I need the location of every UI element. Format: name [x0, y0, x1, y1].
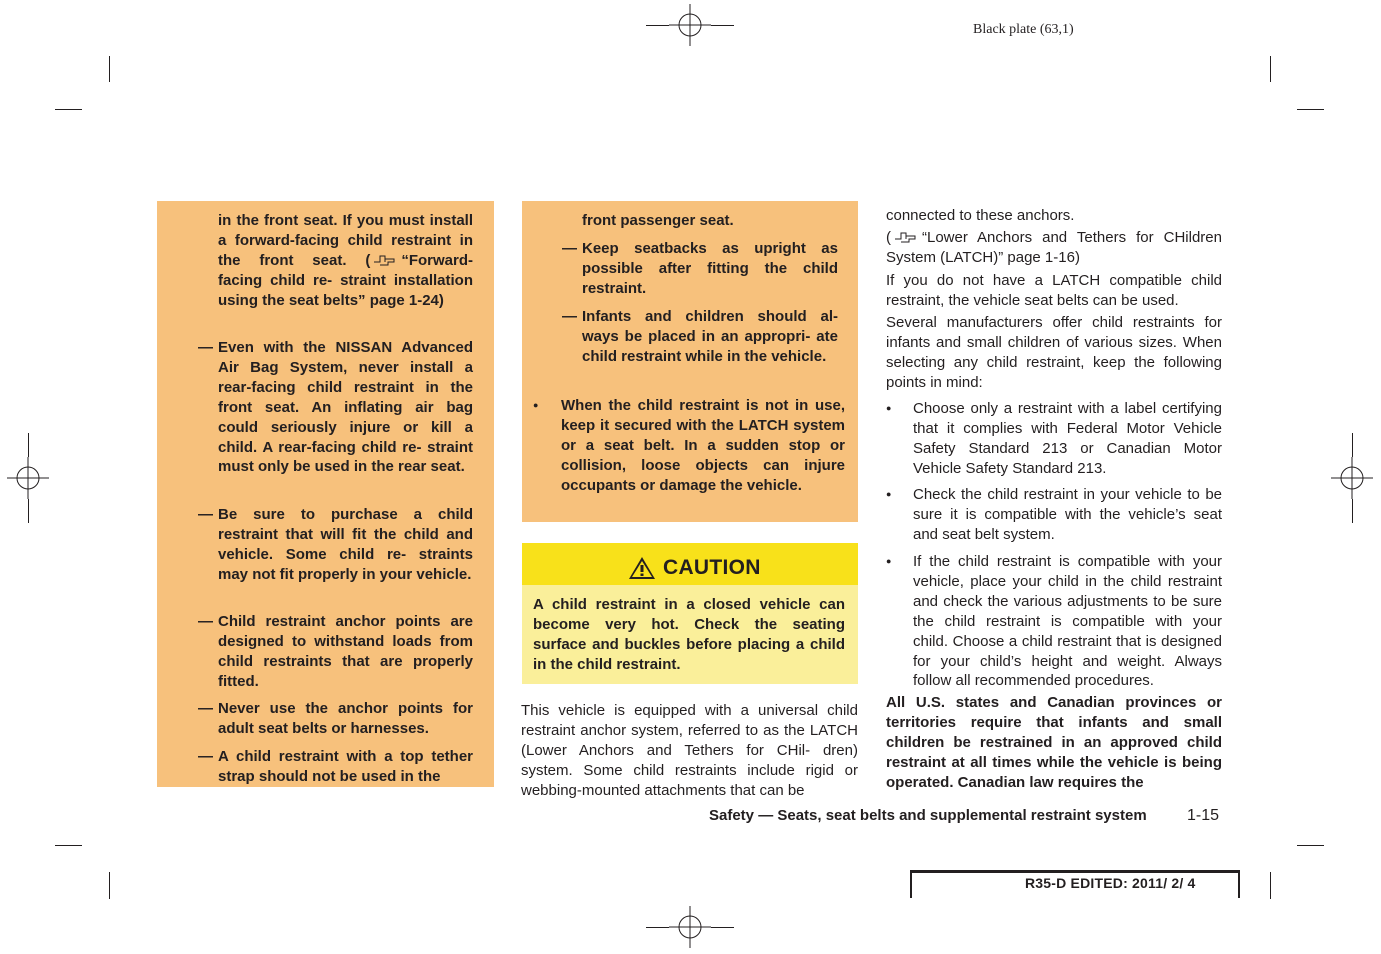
col1-item-4-text: Never use the anchor points for adult seat belts or harnesses. [218, 700, 473, 737]
col3-bullet-3-text: If the child restraint is compatible with your vehicle, place your child in the child restraint and check the various adjustments to be sure the child restraint is compatible with your child. Choose a child restraint that is designed for your child’s height and weight. Always follow all recommended procedures. [913, 553, 1222, 690]
page-reference-icon [893, 230, 919, 244]
col3-ref-link[interactable]: “Lower Anchors and Tethers for CHildren System (LATCH)” page 1-16) [886, 229, 1222, 266]
reg-line-left-bottom [28, 499, 29, 523]
col1-item-2 [198, 505, 473, 585]
dash-glyph: — [562, 308, 577, 325]
caution-text: A child restraint in a closed vehicle can become very hot. Check the seating surface and buckles before placing a child in the child restraint. [533, 596, 845, 673]
reg-line-top-left [646, 25, 669, 26]
dash-glyph: — [562, 240, 577, 257]
registration-mark-right [1331, 457, 1373, 499]
col1-item-1 [198, 338, 473, 477]
bullet-glyph: ● [886, 489, 892, 499]
caution-warning-icon [628, 556, 656, 580]
crop-mark-tr-v [1270, 56, 1271, 82]
col1-item-4 [198, 699, 473, 739]
col3-bullet-1 [886, 399, 1222, 479]
col2-item-2 [562, 307, 838, 367]
dash-glyph: — [198, 506, 213, 523]
col1-item-2-text: Be sure to purchase a child restraint that will fit the child and vehicle. Some child re- straints may not fit properly in your vehicle. [218, 506, 473, 583]
col2-item-2-text: Infants and children should al- ways be placed in an appropri- ate child restraint while in the vehicle. [582, 308, 838, 365]
crop-mark-br-h [1297, 845, 1324, 846]
col3-p3: Several manufacturers offer child restraints for infants and small children of various sizes. When selecting any child restraint, keep the following points in mind: [886, 314, 1222, 391]
col3-bullet-1-text: Choose only a restraint with a label certifying that it complies with Federal Motor Vehicle Safety Standard 213 or Canadian Motor Vehicle Safety Standard 213. [913, 400, 1222, 477]
crop-mark-tr-h [1297, 109, 1324, 110]
col2-body-paragraph: This vehicle is equipped with a universal child restraint anchor system, referred to as the LATCH (Lower Anchors and Tethers for CHil- dren) system. Some child restraints include rigid or webbing-mounted attachments that can be [521, 702, 858, 799]
plate-label: Black plate (63,1) [973, 22, 1074, 37]
bullet-glyph: ● [533, 400, 539, 410]
col3-ref-open: ( [886, 229, 891, 246]
col1-item-3 [198, 612, 473, 692]
crop-mark-bl-h [55, 845, 82, 846]
caution-title: CAUTION [663, 556, 761, 579]
col3-p1: connected to these anchors. [886, 207, 1075, 224]
col1-item-5 [198, 747, 473, 787]
dash-glyph: — [198, 748, 213, 765]
bullet-glyph: ● [886, 403, 892, 413]
col2-item-1 [562, 239, 838, 299]
reg-line-right-bottom [1352, 499, 1353, 523]
crop-mark-br-v [1270, 872, 1271, 899]
registration-mark-left [7, 457, 49, 499]
col3-bullet-2 [886, 485, 1222, 545]
col2-item-1-text: Keep seatbacks as upright as possible after fitting the child restraint. [582, 240, 838, 297]
col3-bullet-3 [886, 552, 1222, 691]
reg-line-bottom-right [711, 927, 734, 928]
col1-item-5-text: A child restraint with a top tether strap should not be used in the [218, 748, 473, 785]
col1-item-3-text: Child restraint anchor points are designed to withstand loads from child restraints that are properly fitted. [218, 613, 473, 690]
section-title: Safety — Seats, seat belts and supplemental restraint system [709, 807, 1147, 824]
registration-mark-bottom [669, 906, 711, 948]
reg-line-bottom-left [646, 927, 669, 928]
reg-line-top-right [711, 25, 734, 26]
dash-glyph: — [198, 613, 213, 630]
dash-glyph: — [198, 339, 213, 356]
reg-line-right-top [1352, 433, 1353, 457]
col2-bullet-item [533, 396, 845, 496]
col1-item-1-text: Even with the NISSAN Advanced Air Bag System, never install a rear-facing child restraint in the front seat. An inflating air bag could seriously injure or kill a child. A rear-facing child re- straint must only be used in the rear seat. [218, 339, 473, 476]
registration-mark-top [669, 4, 711, 46]
col2-bullet-text: When the child restraint is not in use, keep it secured with the LATCH system or a seat belt. In a sudden stop or collision, loose objects can injure occupants or damage the vehicle. [561, 397, 845, 494]
reg-line-left-top [28, 433, 29, 457]
crop-mark-tl-v [109, 56, 110, 82]
page-reference-icon [372, 253, 398, 267]
col3-ref [886, 228, 1222, 268]
col3-bold-paragraph: All U.S. states and Canadian provinces or territories require that infants and small children be restrained in an approved child restraint at all times while the vehicle is being operated. Canadian law requires the [886, 694, 1222, 791]
col3-p2: If you do not have a LATCH compatible child restraint, the vehicle seat belts can be used. [886, 272, 1222, 309]
edited-stamp: R35-D EDITED: 2011/ 2/ 4 [1025, 875, 1196, 891]
col3-bullet-2-text: Check the child restraint in your vehicle to be sure it is compatible with the vehicle’s seat and seat belt system. [913, 486, 1222, 543]
crop-mark-tl-h [55, 109, 82, 110]
col1-intro [218, 211, 473, 311]
bullet-glyph: ● [886, 556, 892, 566]
col1-ref-open: ( [365, 251, 371, 269]
crop-mark-bl-v [109, 872, 110, 899]
dash-glyph: — [198, 700, 213, 717]
col2-intro: front passenger seat. [582, 212, 734, 229]
col1-intro-text: in the front seat. If you must install a forward-facing child restraint in the front seat. [218, 212, 473, 269]
col1-ref-link[interactable]: “Forward-facing child re- straint installation using the seat belts” page 1-24) [218, 251, 473, 309]
page-number: 1-15 [1187, 807, 1220, 824]
